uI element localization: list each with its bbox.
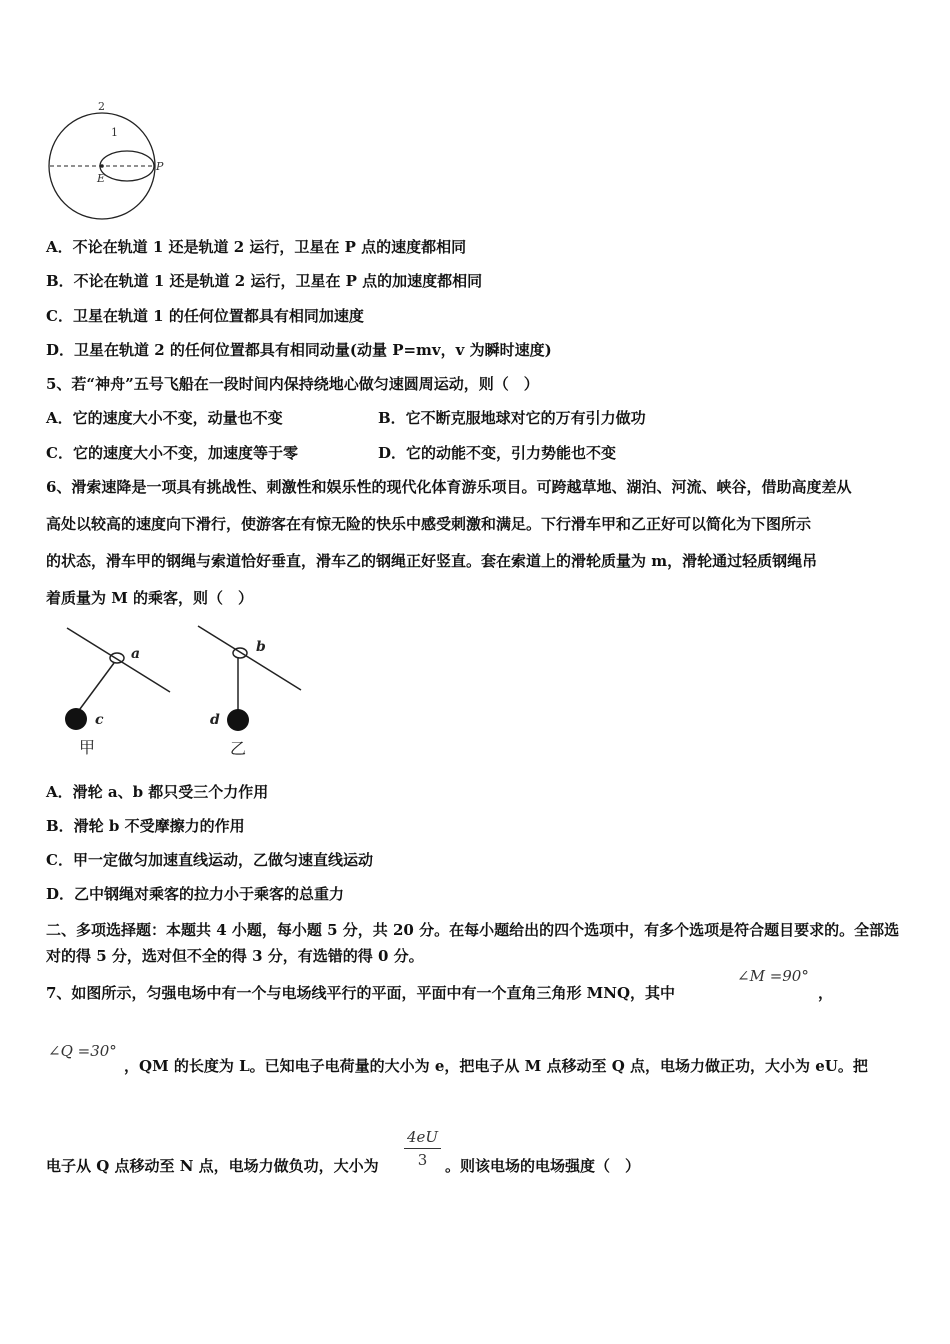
q7-line-3-end: 。则该电场的电场强度（ ）: [445, 1157, 641, 1175]
section-2-heading: 二、多项选择题：本题共 4 小题，每小题 5 分，共 20 分。在每小题给出的四个选项中，有多个选项是符合题目要求的。全部选对的得 5 分，选对但不全的得 3 分，有选错的得 0 分。: [46, 921, 900, 965]
q6-stem-line-3: 的状态，滑车甲的钢绳与索道恰好垂直，滑车乙的钢绳正好竖直。套在索道上的滑轮质量为 m，滑轮通过轻质钢绳吊: [46, 552, 818, 570]
orbit-2-label: 2: [98, 100, 105, 113]
label-a: a: [131, 646, 141, 662]
earth-label: E: [97, 172, 106, 185]
label-c: c: [95, 712, 104, 728]
pulley-b: [233, 648, 247, 658]
q7-line-3-start: 电子从 Q 点移动至 N 点，电场力做负功，大小为: [46, 1157, 379, 1175]
orbit-diagram: [40, 98, 180, 223]
q5-option-d: D．它的动能不变，引力势能也不变: [378, 444, 617, 462]
rope-left: [77, 663, 114, 713]
label-jia: 甲: [79, 738, 96, 757]
q7-line-2: ，QM 的长度为 L。已知电子电荷量的大小为 e，把电子从 M 点移动至 Q 点，电场力做正功，大小为 eU。把: [124, 1057, 868, 1075]
q7-line-1: 7、如图所示，匀强电场中有一个与电场线平行的平面，平面中有一个直角三角形 MNQ，其中: [46, 984, 676, 1002]
zipline-diagram: [55, 620, 315, 765]
q6-option-d: D．乙中钢绳对乘客的拉力小于乘客的总重力: [46, 885, 345, 903]
q5-option-c: C．它的速度大小不变，加速度等于零: [46, 444, 298, 462]
label-d: d: [210, 712, 220, 728]
q4-option-c: C．卫星在轨道 1 的任何位置都具有相同加速度: [46, 307, 364, 325]
pulley-a: [110, 653, 124, 663]
q6-stem-line-1: 6、滑索速降是一项具有挑战性、刺激性和娱乐性的现代化体育游乐项目。可跨越草地、湖泊、河流、峡谷，借助高度差从: [46, 478, 852, 496]
q5-stem: 5、若“神舟”五号飞船在一段时间内保持绕地心做匀速圆周运动，则（ ）: [46, 375, 539, 393]
q4-option-b: B．不论在轨道 1 还是轨道 2 运行，卫星在 P 点的加速度都相同: [46, 272, 483, 290]
fraction-numerator: 4eU: [404, 1128, 441, 1149]
q6-option-b: B．滑轮 b 不受摩擦力的作用: [46, 817, 245, 835]
q7-comma: ，: [818, 984, 834, 1002]
orbit-1-label: 1: [111, 126, 118, 139]
label-b: b: [256, 639, 266, 655]
q6-option-c: C．甲一定做匀加速直线运动，乙做匀速直线运动: [46, 851, 373, 869]
passenger-d: [227, 709, 249, 731]
q6-stem-line-2: 高处以较高的速度向下滑行，使游客在有惊无险的快乐中感受刺激和满足。下行滑车甲和乙正好可以简化为下图所示: [46, 515, 812, 533]
earth-dot: [100, 164, 104, 168]
q5-option-b: B．它不断克服地球对它的万有引力做功: [378, 409, 646, 427]
q4-option-a: A．不论在轨道 1 还是轨道 2 运行，卫星在 P 点的速度都相同: [46, 238, 467, 256]
fraction-4eu-over-3: [404, 1128, 441, 1169]
cable-left: [67, 628, 170, 692]
cable-right: [198, 626, 301, 690]
passenger-c: [65, 708, 87, 730]
q5-option-a: A．它的速度大小不变，动量也不变: [46, 409, 283, 427]
angle-m: ∠M =90°: [737, 967, 809, 985]
q4-option-d: D．卫星在轨道 2 的任何位置都具有相同动量(动量 P=mv，v 为瞬时速度): [46, 341, 552, 359]
q6-option-a: A．滑轮 a、b 都只受三个力作用: [46, 783, 269, 801]
angle-q: ∠Q =30°: [48, 1042, 117, 1060]
fraction-denominator: 3: [417, 1151, 428, 1169]
label-yi: 乙: [230, 739, 247, 758]
point-p-label: P: [156, 160, 164, 173]
q6-stem-line-4: 着质量为 M 的乘客，则（ ）: [46, 589, 254, 607]
